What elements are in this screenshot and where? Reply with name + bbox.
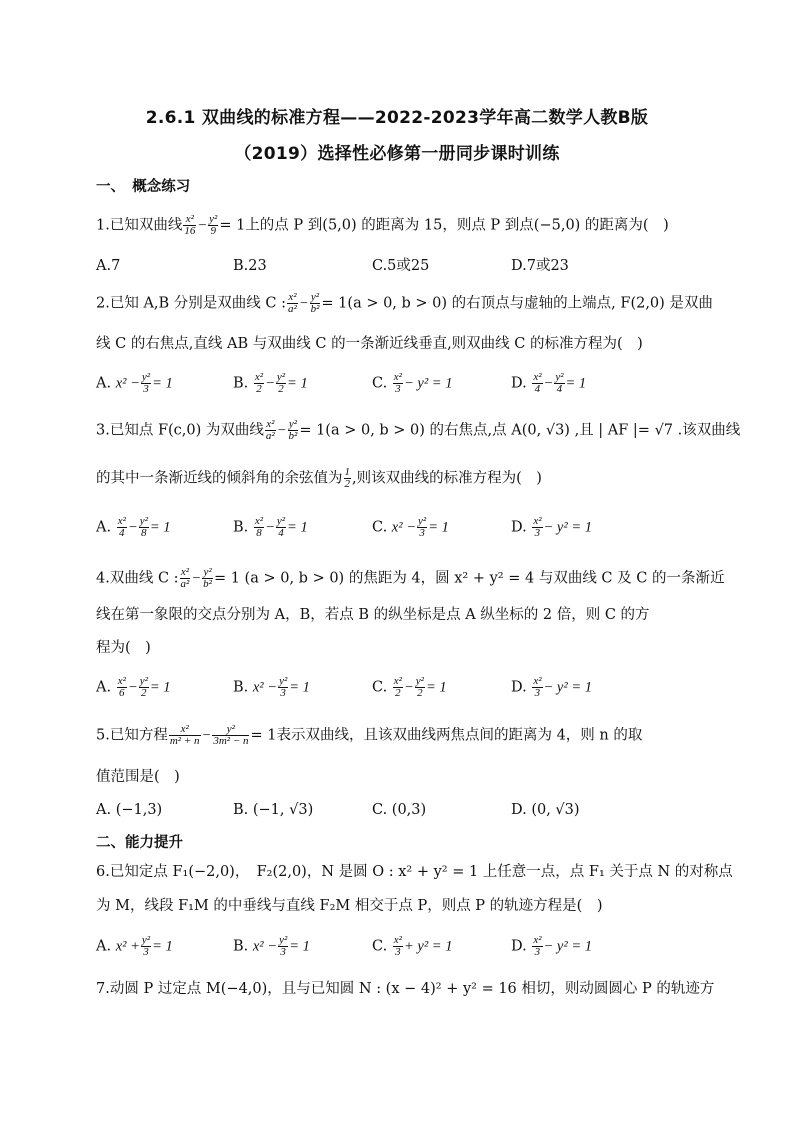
q1-text-post: = 1上的点 P 到(5,0) 的距离为 15，则点 P 到点(−5,0) 的距离为( ) xyxy=(219,217,669,234)
section-heading-ability: 二、能力提升 xyxy=(96,835,183,851)
q6-option-d[interactable]: D. $\frac{\text{x²}}{3}$ − y² = 1 xyxy=(511,934,592,958)
q6-option-b[interactable]: B. x² − $\frac{\text{y²}}{3}$ = 1 xyxy=(233,934,310,958)
q5-option-c[interactable]: C. (0,3) xyxy=(372,802,427,818)
q1-fraction-y: $\frac{\text{y²}}{9}$ xyxy=(209,213,218,237)
q1-option-d[interactable]: D.7或23 xyxy=(511,258,569,274)
question-2-options xyxy=(96,372,716,396)
question-2-stem-line-1: 2.已知 A,B 分别是双曲线 C : $\frac{\text{x²}}{\text{a²}}$ − $\frac{\text{y²}}{\text{b²}}$ = 1(a > 0, b > 0) 的右顶点与虚轴的上端点, F(2,0) 是双曲 xyxy=(96,291,713,315)
question-4-options xyxy=(96,676,716,700)
q6-option-a[interactable]: A. x² + $\frac{\text{y²}}{3}$ = 1 xyxy=(96,934,173,958)
q3-option-c[interactable]: C. x² − $\frac{\text{y²}}{3}$ = 1 xyxy=(372,515,449,539)
q1-text-pre: 1.已知双曲线 xyxy=(96,217,183,234)
q2-option-d[interactable]: D. $\frac{\text{x²}}{4}$ − $\frac{\text{y²}}{4}$ = 1 xyxy=(511,371,587,395)
q4-option-d[interactable]: D. $\frac{\text{x²}}{3}$ − y² = 1 xyxy=(511,675,592,699)
q3-option-a[interactable]: A. $\frac{\text{x²}}{4}$ − $\frac{\text{y²}}{8}$ = 1 xyxy=(96,515,171,539)
q1-fraction-x: $\frac{\text{x²}}{16}$ xyxy=(184,213,196,237)
question-4-stem-line-1: 4.双曲线 C : $\frac{\text{x²}}{\text{a²}}$ − $\frac{\text{y²}}{\text{b²}}$ = 1 (a > 0, b > 0) 的焦距为 4，圆 x² + y² = 4 与双曲线 C 及 C 的一条渐近 xyxy=(96,566,725,590)
q2-option-b[interactable]: B. $\frac{\text{x²}}{2}$ − $\frac{\text{y²}}{2}$ = 1 xyxy=(233,371,308,395)
q2-option-c[interactable]: C. $\frac{\text{x²}}{3}$ − y² = 1 xyxy=(372,371,453,395)
question-4-stem-line-3: 程为( ) xyxy=(96,640,151,656)
question-3-stem-line-2: 的其中一条渐近线的倾斜角的余弦值为 $\frac{1}{2}$ ,则该双曲线的标准方程为( ) xyxy=(96,466,542,490)
question-4-stem-line-2: 线在第一象限的交点分别为 A，B，若点 B 的纵坐标是点 A 纵坐标的 2 倍，则 C 的方 xyxy=(96,607,650,623)
question-1-stem: 1.已知双曲线 $\frac{\text{x²}}{16}$ − $\frac{\text{y²}}{9}$ = 1上的点 P 到(5,0) 的距离为 15，则点 P 到点(−5,0) 的距离为( ) xyxy=(96,213,669,237)
q3-option-b[interactable]: B. $\frac{\text{x²}}{8}$ − $\frac{\text{y²}}{4}$ = 1 xyxy=(233,515,308,539)
question-3-options xyxy=(96,516,716,540)
question-6-options xyxy=(96,935,716,959)
document-title-line-2: （2019）选择性必修第一册同步课时训练 xyxy=(234,144,560,164)
question-6-stem-line-1: 6.已知定点 F₁(−2,0)， F₂(2,0)，N 是圆 O : x² + y² = 1 上任意一点，点 F₁ 关于点 N 的对称点 xyxy=(96,864,733,880)
question-5-stem-line-2: 值范围是( ) xyxy=(96,769,180,785)
q4-option-a[interactable]: A. $\frac{\text{x²}}{6}$ − $\frac{\text{y²}}{2}$ = 1 xyxy=(96,675,171,699)
q6-option-c[interactable]: C. $\frac{\text{x²}}{3}$ + y² = 1 xyxy=(372,934,453,958)
q5-option-d[interactable]: D. (0, √3) xyxy=(511,802,580,818)
q1-option-a[interactable]: A.7 xyxy=(96,258,121,274)
q5-option-a[interactable]: A. (−1,3) xyxy=(96,802,163,818)
question-2-stem-line-2: 线 C 的右焦点,直线 AB 与双曲线 C 的一条渐近线垂直,则双曲线 C 的标准方程为( ) xyxy=(96,336,643,352)
document-title-line-1: 2.6.1 双曲线的标准方程——2022-2023学年高二数学人教B版 xyxy=(145,108,649,128)
q4-option-c[interactable]: C. $\frac{\text{x²}}{2}$ − $\frac{\text{y²}}{2}$ = 1 xyxy=(372,675,447,699)
question-7-stem-line-1: 7.动圆 P 过定点 M(−4,0)，且与已知圆 N : (x − 4)² + y² = 16 相切，则动圆圆心 P 的轨迹方 xyxy=(96,981,715,997)
question-3-stem-line-1: 3.已知点 F(c,0) 为双曲线 $\frac{\text{x²}}{\text{a²}}$ − $\frac{\text{y²}}{\text{b²}}$ = 1(a > 0, b > 0) 的右焦点,点 A(0, √3) ,且 | AF |= √7 .该双曲线 xyxy=(96,418,741,442)
q3-option-d[interactable]: D. $\frac{\text{x²}}{3}$ − y² = 1 xyxy=(511,515,592,539)
section-heading-concept: 一、 概念练习 xyxy=(96,179,191,195)
question-6-stem-line-2: 为 M，线段 F₁M 的中垂线与直线 F₂M 相交于点 P，则点 P 的轨迹方程是( ) xyxy=(96,898,603,914)
question-5-stem-line-1: 5.已知方程 $\frac{\text{x²}}{\text{m² + n}}$ − $\frac{\text{y²}}{\text{3m² − n}}$ = 1表示双曲线，且该双曲线两焦点间的距离为 4，则 n 的取 xyxy=(96,723,643,747)
q1-option-b[interactable]: B.23 xyxy=(233,258,267,274)
question-1-options xyxy=(96,255,716,279)
q1-option-c[interactable]: C.5或25 xyxy=(372,258,430,274)
q4-option-b[interactable]: B. x² − $\frac{\text{y²}}{3}$ = 1 xyxy=(233,675,310,699)
q2-option-a[interactable]: A. x² − $\frac{\text{y²}}{3}$ = 1 xyxy=(96,371,173,395)
q5-option-b[interactable]: B. (−1, √3) xyxy=(233,802,314,818)
question-5-options xyxy=(96,799,716,823)
